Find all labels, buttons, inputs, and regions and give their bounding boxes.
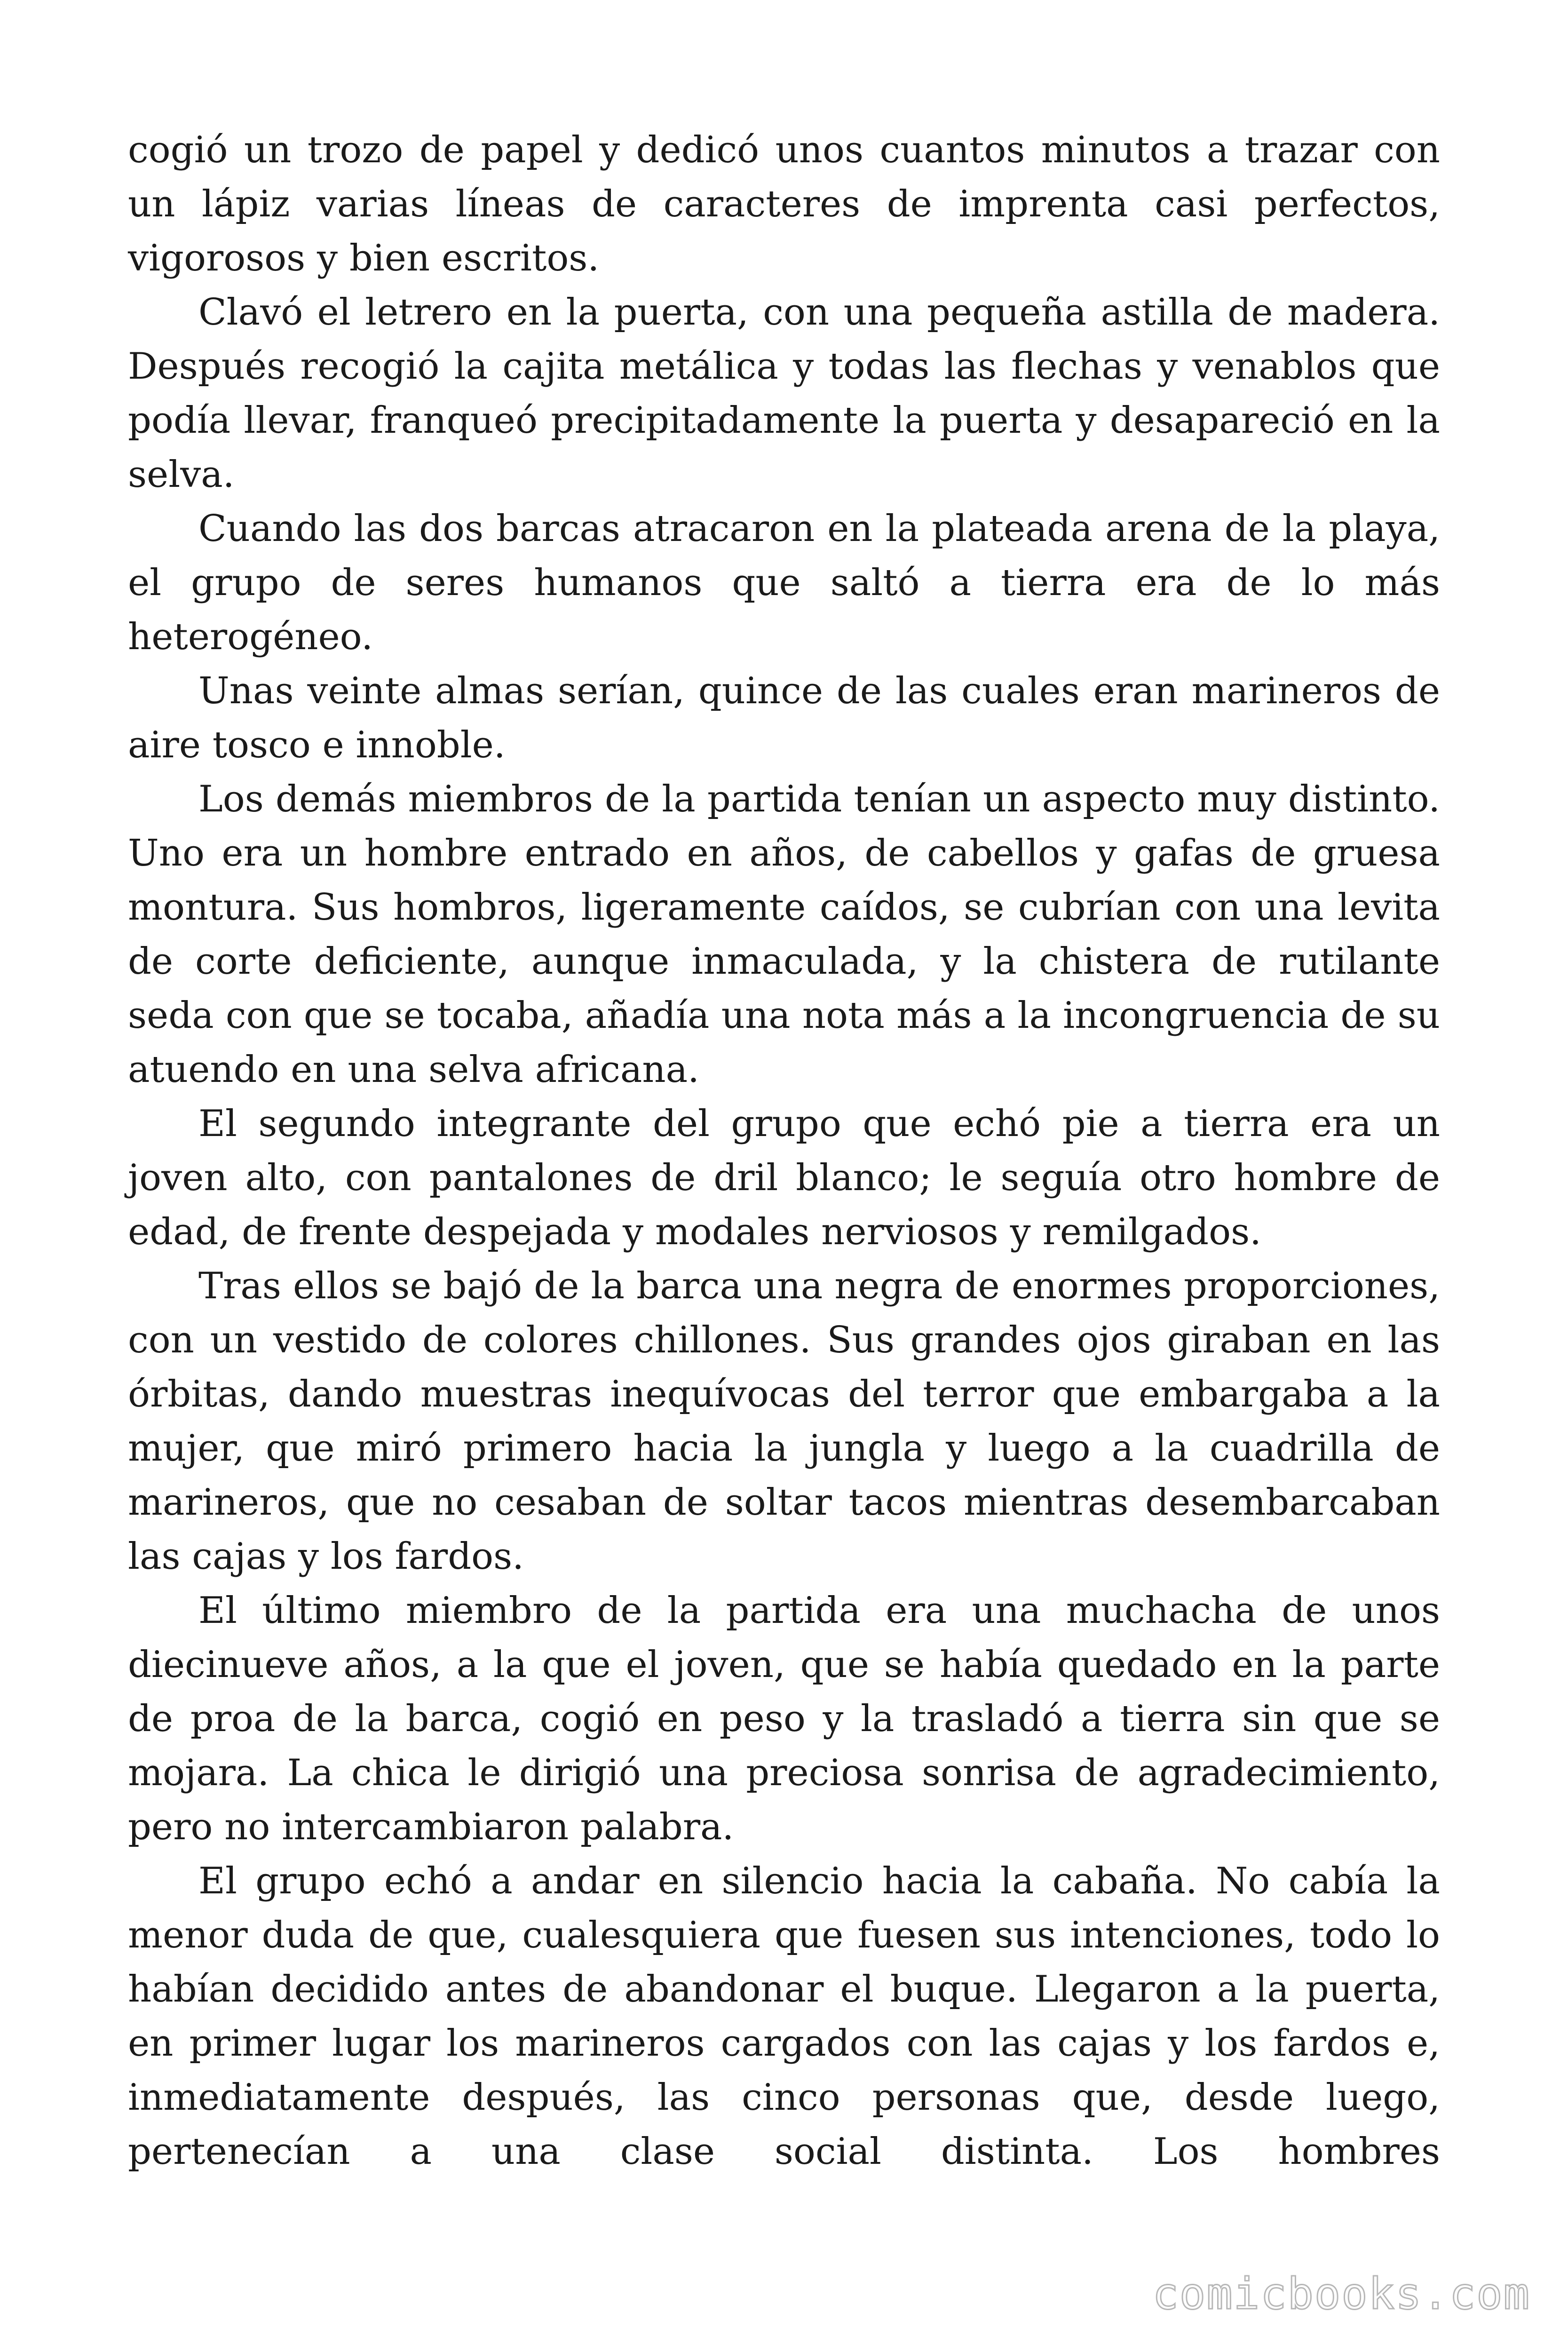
paragraph-2: Clavó el letrero en la puerta, con una pequeña astilla de madera. Después recogió la cajita metálica y todas las flechas y venablos que podía llevar, franqueó precipitadamente la puerta y desapareció en la selva. <box>128 291 1440 496</box>
book-page <box>128 123 1440 2179</box>
paragraph-5: Los demás miembros de la partida tenían un aspecto muy distinto. Uno era un hombre entrado en años, de cabellos y gafas de gruesa montura. Sus hombros, ligeramente caídos, se cubrían con una levita de corte deficiente, aunque inmaculada, y la chistera de rutilante seda con que se tocaba, añadía una nota más a la incongruencia de su atuendo en una selva africana. <box>128 778 1440 1091</box>
paragraph-6: El segundo integrante del grupo que echó pie a tierra era un joven alto, con pantalones de dril blanco; le seguía otro hombre de edad, de frente despejada y modales nerviosos y remilgados. <box>128 1103 1440 1253</box>
paragraph-1: cogió un trozo de papel y dedicó unos cuantos minutos a trazar con un lápiz varias líneas de caracteres de imprenta casi perfectos, vigorosos y bien escritos. <box>128 129 1440 279</box>
paragraph-4: Unas veinte almas serían, quince de las cuales eran marineros de aire tosco e innoble. <box>128 670 1440 766</box>
paragraph-7: Tras ellos se bajó de la barca una negra de enormes proporciones, con un vestido de colores chillones. Sus grandes ojos giraban en las órbitas, dando muestras inequívocas del terror que embargaba a la mujer, que miró primero hacia la jungla y luego a la cuadrilla de marineros, que no cesaban de soltar tacos mientras desembarcaban las cajas y los fardos. <box>128 1265 1440 1578</box>
paragraph-3: Cuando las dos barcas atracaron en la plateada arena de la playa, el grupo de seres humanos que saltó a tierra era de lo más heterogéneo. <box>128 508 1440 658</box>
paragraph-9: El grupo echó a andar en silencio hacia la cabaña. No cabía la menor duda de que, cualesquiera que fuesen sus intenciones, todo lo habían decidido antes de abandonar el buque. Llegaron a la puerta, en primer lugar los marineros cargados con las cajas y los fardos e, inmediatamente después, las cinco personas que, desde luego, pertenecían a una clase social distinta. Los hombres <box>128 1860 1440 2173</box>
watermark: comicbooks.com <box>1152 2269 1530 2319</box>
paragraph-8: El último miembro de la partida era una muchacha de unos diecinueve años, a la que el joven, que se había quedado en la parte de proa de la barca, cogió en peso y la trasladó a tierra sin que se mojara. La chica le dirigió una preciosa sonrisa de agradecimiento, pero no intercambiaron palabra. <box>128 1589 1440 1848</box>
